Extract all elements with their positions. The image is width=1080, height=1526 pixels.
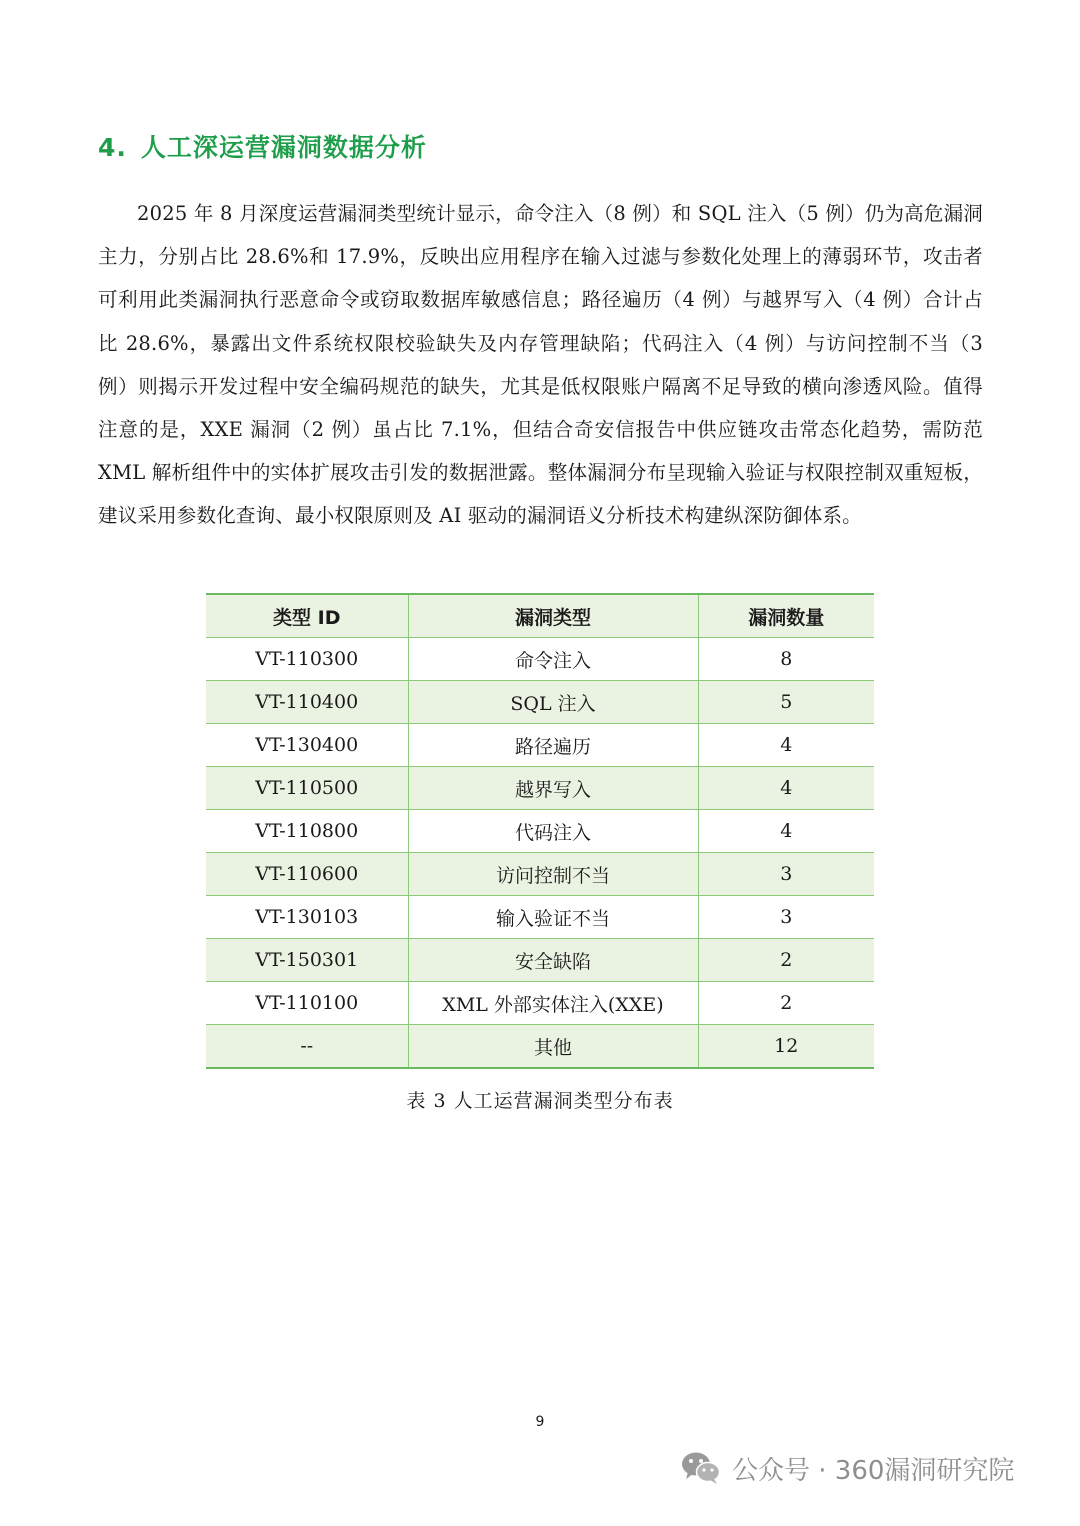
section-number: 4.: [98, 133, 127, 162]
cell-vuln-count: 3: [698, 896, 874, 939]
header-vuln-count: 漏洞数量: [698, 594, 874, 638]
table-row: [206, 810, 874, 853]
wechat-icon: [680, 1450, 722, 1486]
table-caption: 表 3 人工运营漏洞类型分布表: [406, 1090, 674, 1112]
cell-vuln-count: 12: [698, 1025, 874, 1069]
table-row: [206, 638, 874, 681]
cell-vuln-type: 安全缺陷: [408, 939, 698, 982]
cell-type-id: VT-150301: [206, 939, 408, 982]
cell-vuln-type: 路径遍历: [408, 724, 698, 767]
cell-vuln-type: 输入验证不当: [408, 896, 698, 939]
table-row: [206, 982, 874, 1025]
cell-type-id: VT-110100: [206, 982, 408, 1025]
cell-vuln-type: SQL 注入: [408, 681, 698, 724]
cell-vuln-count: 2: [698, 982, 874, 1025]
header-type-id: 类型 ID: [206, 594, 408, 638]
section-title: 人工深运营漏洞数据分析: [140, 133, 427, 162]
table-header-row: [206, 594, 874, 638]
table-row: [206, 724, 874, 767]
cell-vuln-count: 4: [698, 767, 874, 810]
cell-vuln-type: 代码注入: [408, 810, 698, 853]
cell-type-id: VT-110300: [206, 638, 408, 681]
cell-vuln-type: 越界写入: [408, 767, 698, 810]
cell-vuln-count: 4: [698, 810, 874, 853]
watermark-text: 公众号 · 360漏洞研究院: [732, 1455, 1015, 1486]
header-vuln-type: 漏洞类型: [408, 594, 698, 638]
cell-vuln-type: XML 外部实体注入(XXE): [408, 982, 698, 1025]
section-heading: [98, 128, 427, 164]
cell-type-id: VT-110400: [206, 681, 408, 724]
page-number: 9: [535, 1414, 545, 1430]
table-row: [206, 939, 874, 982]
watermark: [680, 1446, 1014, 1490]
table-row: [206, 1025, 874, 1069]
table-row: [206, 896, 874, 939]
body-paragraph: 2025 年 8 月深度运营漏洞类型统计显示，命令注入（8 例）和 SQL 注入（5 例）仍为高危漏洞主力，分别占比 28.6%和 17.9%，反映出应用程序在输入过滤与参数化处理上的薄弱环节，攻击者可利用此类漏洞执行恶意命令或窃取数据库敏感信息；路径遍历（4 例）与越界写入（4 例）合计占比 28.6%，暴露出文件系统权限校验缺失及内存管理缺陷；代码注入（4 例）与访问控制不当（3 例）则揭示开发过程中安全编码规范的缺失，尤其是低权限账户隔离不足导致的横向渗透风险。值得注意的是，XXE 漏洞（2 例）虽占比 7.1%，但结合奇安信报告中供应链攻击常态化趋势，需防范 XML 解析组件中的实体扩展攻击引发的数据泄露。整体漏洞分布呈现输入验证与权限控制双重短板，建议采用参数化查询、最小权限原则及 AI 驱动的漏洞语义分析技术构建纵深防御体系。: [98, 202, 983, 528]
cell-vuln-count: 4: [698, 724, 874, 767]
cell-vuln-type: 命令注入: [408, 638, 698, 681]
cell-type-id: VT-130400: [206, 724, 408, 767]
table-row: [206, 681, 874, 724]
cell-type-id: VT-130103: [206, 896, 408, 939]
cell-type-id: VT-110600: [206, 853, 408, 896]
cell-type-id: VT-110800: [206, 810, 408, 853]
table-row: [206, 767, 874, 810]
cell-type-id: VT-110500: [206, 767, 408, 810]
table-row: [206, 853, 874, 896]
cell-type-id: --: [206, 1025, 408, 1069]
cell-vuln-count: 5: [698, 681, 874, 724]
cell-vuln-type: 访问控制不当: [408, 853, 698, 896]
cell-vuln-count: 2: [698, 939, 874, 982]
cell-vuln-count: 8: [698, 638, 874, 681]
cell-vuln-type: 其他: [408, 1025, 698, 1069]
cell-vuln-count: 3: [698, 853, 874, 896]
vulnerability-type-table: [206, 593, 874, 1069]
